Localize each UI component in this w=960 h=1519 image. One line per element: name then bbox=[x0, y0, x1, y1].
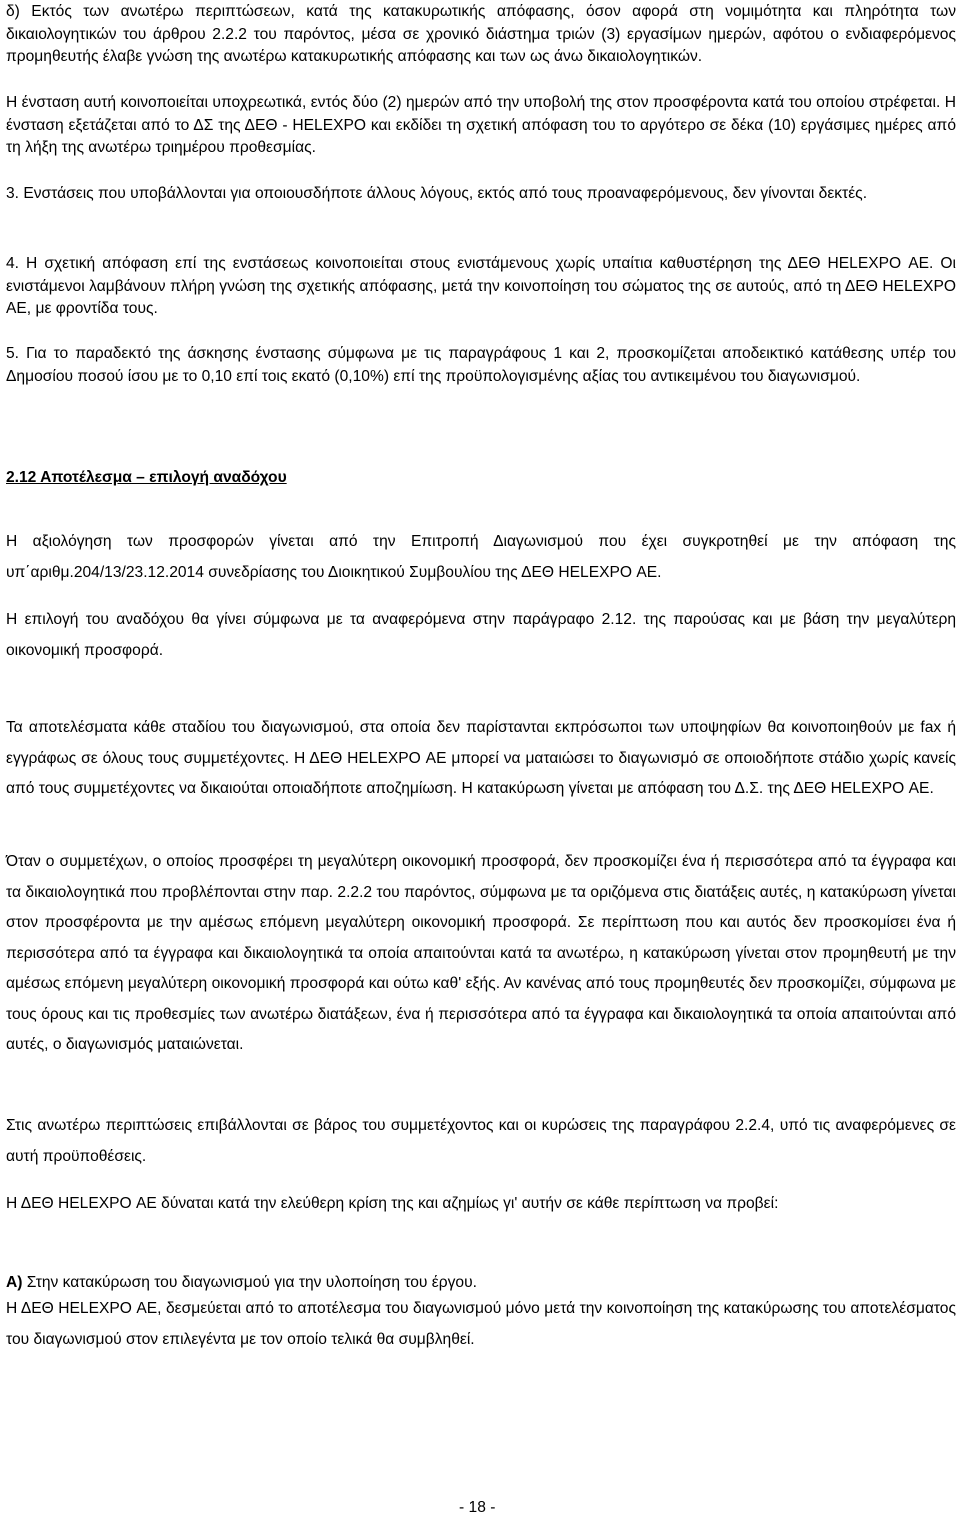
paragraph-sanctions: Στις ανωτέρω περιπτώσεις επιβάλλονται σε βάρος του συμμετέχοντος και οι κυρώσεις της παραγράφου 2.2.4, υπό τις αναφερόμενες σε αυτή προϋποθέσεις. bbox=[6, 1117, 956, 1165]
paragraph-objection-d: δ) Εκτός των ανωτέρω περιπτώσεων, κατά της κατακυρωτικής απόφασης, όσον αφορά στη νομιμότητα και πληρότητα των δικαιολογητικών του άρθρου 2.2.2 του παρόντος, μέσα σε χρονικό διάστημα τριών (3) εργασίμων ημερών, αφότου ο ενδιαφερόμενος προμηθευτής έλαβε γνώση της ανωτέρω κατακυρωτικής απόφασης και των ως άνω δικαιολογητικών. bbox=[6, 3, 956, 65]
paragraph-item-3: 3. Ενστάσεις που υποβάλλονται για οποιουσδήποτε άλλους λόγους, εκτός από τους προαναφερόμενους, δεν γίνονται δεκτές. bbox=[6, 185, 868, 202]
paragraph-objection-notification: Η ένσταση αυτή κοινοποιείται υποχρεωτικά, εντός δύο (2) ημερών από την υποβολή της στον προσφέροντα κατά του οποίου στρέφεται. Η ένσταση εξετάζεται από το ΔΣ της ΔΕΘ - HELEXPO και εκδίδει τη σχετική απόφαση του το αργότερο σε δέκα (10) εργάσιμες ημέρες από τη λήξη της ανωτέρω τριημέρου προθεσμίας. bbox=[6, 94, 956, 156]
paragraph-award-procedure: Όταν ο συμμετέχων, ο οποίος προσφέρει τη μεγαλύτερη οικονομική προσφορά, δεν προσκομίζει ένα ή περισσότερα από τα έγγραφα και τα δικαιολογητικά που προβλέπονται στην παρ. 2.2.2 του παρόντος, σύμφωνα με τα οριζόμενα στις διατάξεις αυτές, η κατακύρωση γίνεται στον προσφέροντα με την αμέσως επόμενη μεγαλύτερη οικονομική προσφορά. Σε περίπτωση που και αυτός δεν προσκομίσει ένα ή περισσότερα από τα έγγραφα και δικαιολογητικά τα οποία απαιτούνται κατά τα ανωτέρω, η κατακύρωση γίνεται στον προμηθευτή με την αμέσως επόμενη μεγαλύτερη οικονομική προσφορά και ούτω καθ' εξής. Αν κανένας από τους προμηθευτές δεν προσκομίζει, σύμφωνα με τους όρους και τις προθεσμίες των ανωτέρω διατάξεων, ένα ή περισσότερα από τα έγγραφα και δικαιολογητικά τα οποία απαιτούνται από αυτές, ο διαγωνισμός ματαιώνεται. bbox=[6, 853, 956, 1053]
paragraph-item-5: 5. Για το παραδεκτό της άσκησης ένστασης σύμφωνα με τις παραγράφους 1 και 2, προσκομίζεται αποδεικτικό κατάθεσης υπέρ του Δημοσίου ποσού ίσου με το 0,10 επί τοις εκατό (0,10%) επί της προϋπολογισμένης αξίας του αντικειμένου του διαγωνισμού. bbox=[6, 345, 956, 385]
paragraph-selection: Η επιλογή του αναδόχου θα γίνει σύμφωνα με τα αναφερόμενα στην παράγραφο 2.12. της παρούσας και με βάση την μεγαλύτερη οικονομική προσφορά. bbox=[6, 611, 956, 659]
paragraph-discretion: Η ΔΕΘ HELEXPO ΑΕ δύναται κατά την ελεύθερη κρίση της και αζημίως γι' αυτήν σε κάθε περίπτωση να προβεί: bbox=[6, 1195, 779, 1212]
section-heading-text: 2.12 Αποτέλεσμα – επιλογή αναδόχου bbox=[6, 469, 287, 486]
paragraph-binding: Η ΔΕΘ HELEXPO ΑΕ, δεσμεύεται από το αποτέλεσμα του διαγωνισμού μόνο μετά την κοινοποίηση της κατακύρωσης του αποτελέσματος του διαγωνισμού στον επιλεγέντα με τον οποίο τελικά θα συμβληθεί. bbox=[6, 1300, 956, 1348]
paragraph-evaluation: Η αξιολόγηση των προσφορών γίνεται από την Επιτροπή Διαγωνισμού που έχει συγκροτηθεί με την απόφαση της υπ΄αριθμ.204/13/23.12.2014 συνεδρίασης του Διοικητικού Συμβουλίου της ΔΕΘ HELEXPO ΑΕ. bbox=[6, 533, 956, 581]
paragraph-results: Τα αποτελέσματα κάθε σταδίου του διαγωνισμού, στα οποία δεν παρίστανται εκπρόσωποι των υποψηφίων θα κοινοποιηθούν με fax ή εγγράφως σε όλους τους συμμετέχοντες. Η ΔΕΘ HELEXPO ΑΕ μπορεί να ματαιώσει το διαγωνισμό σε οποιοδήποτε στάδιο χωρίς κανείς από τους συμμετέχοντες να δικαιούται οποιαδήποτε αποζημίωση. Η κατακύρωση γίνεται με απόφαση του Δ.Σ. της ΔΕΘ HELEXPO ΑΕ. bbox=[6, 719, 956, 797]
option-a-label: Α) bbox=[6, 1274, 23, 1291]
option-a-text: Στην κατακύρωση του διαγωνισμού για την υλοποίηση του έργου. bbox=[22, 1274, 477, 1291]
paragraph-item-4: 4. Η σχετική απόφαση επί της ενστάσεως κοινοποιείται στους ενιστάμενους χωρίς υπαίτια καθυστέρηση της ΔΕΘ HELEXPO ΑΕ. Οι ενιστάμενοι λαμβάνουν πλήρη γνώση της σχετικής απόφασης, μετά την κοινοποίηση του σώματος της σε αυτούς, από τη ΔΕΘ HELEXPO ΑΕ, με φροντίδα τους. bbox=[6, 255, 956, 317]
section-heading bbox=[6, 467, 956, 490]
page-number: - 18 - bbox=[459, 1499, 496, 1516]
